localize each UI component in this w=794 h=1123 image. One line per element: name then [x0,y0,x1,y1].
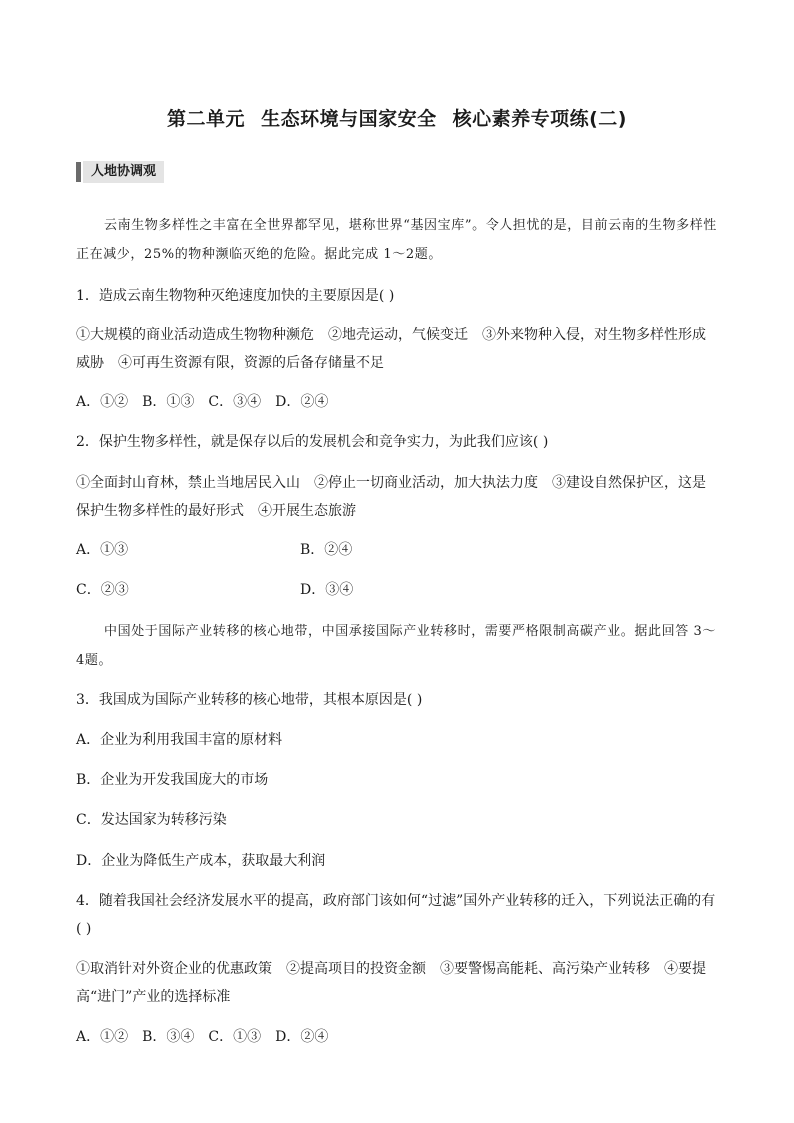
question-4-stem: 4．随着我国社会经济发展水平的提高，政府部门该如何“过滤”国外产业转移的迁入，下列说法正确的有( ) [76,893,716,937]
question-1-options: A．①② B．①③ C．③④ D．②④ [76,394,329,410]
question-3-option-d: D．企业为降低生产成本，获取最大利润 [76,853,326,869]
title-unit: 第二单元 [167,108,246,130]
question-3-option-a: A．企业为利用我国丰富的原材料 [76,732,283,748]
question-4-statements: ①取消针对外资企业的优惠政策 ②提高项目的投资金额 ③要警惕高能耗、高污染产业转移 ④要提高“进门”产业的选择标准 [76,961,706,1005]
section-tag-label: 人地协调观 [83,161,164,183]
question-2-option-c: C．②③ [76,582,129,598]
material-2: 中国处于国际产业转移的核心地带，中国承接国际产业转移时，需要严格限制高碳产业。据此回答 3～4题。 [76,624,717,668]
question-2-option-a: A．①③ [76,542,129,558]
question-2-option-b: B．②④ [300,542,353,558]
question-2-option-d: D．③④ [300,582,354,598]
question-3-option-c: C．发达国家为转移污染 [76,812,227,828]
question-2-statements: ①全面封山育林，禁止当地居民入山 ②停止一切商业活动，加大执法力度 ③建设自然保护区，这是保护生物多样性的最好形式 ④开展生态旅游 [76,475,706,519]
question-2-options-row-2 [76,576,718,604]
title-practice: 核心素养专项练(二) [452,108,627,130]
page-title [76,104,718,131]
question-1-stem: 1．造成云南生物物种灭绝速度加快的主要原因是( ) [76,288,395,304]
section-tag-bar [76,162,81,182]
material-1: 云南生物多样性之丰富在全世界都罕见，堪称世界“基因宝库”。令人担忧的是，目前云南的生物多样性正在减少，25%的物种濒临灭绝的危险。据此完成 1～2题。 [76,218,717,262]
question-3-stem: 3．我国成为国际产业转移的核心地带，其根本原因是( ) [76,692,423,708]
title-topic: 生态环境与国家安全 [261,108,437,130]
question-2-stem: 2．保护生物多样性，就是保存以后的发展机会和竞争实力，为此我们应该( ) [76,434,549,450]
question-1-statements: ①大规模的商业活动造成生物物种濒危 ②地壳运动，气候变迁 ③外来物种入侵，对生物多样性形成威胁 ④可再生资源有限，资源的后备存储量不足 [76,327,706,371]
question-3-option-b: B．企业为开发我国庞大的市场 [76,772,269,788]
section-tag [76,161,164,183]
question-4-options: A．①② B．③④ C．①③ D．②④ [76,1029,329,1045]
question-2-options-row-1 [76,536,718,564]
